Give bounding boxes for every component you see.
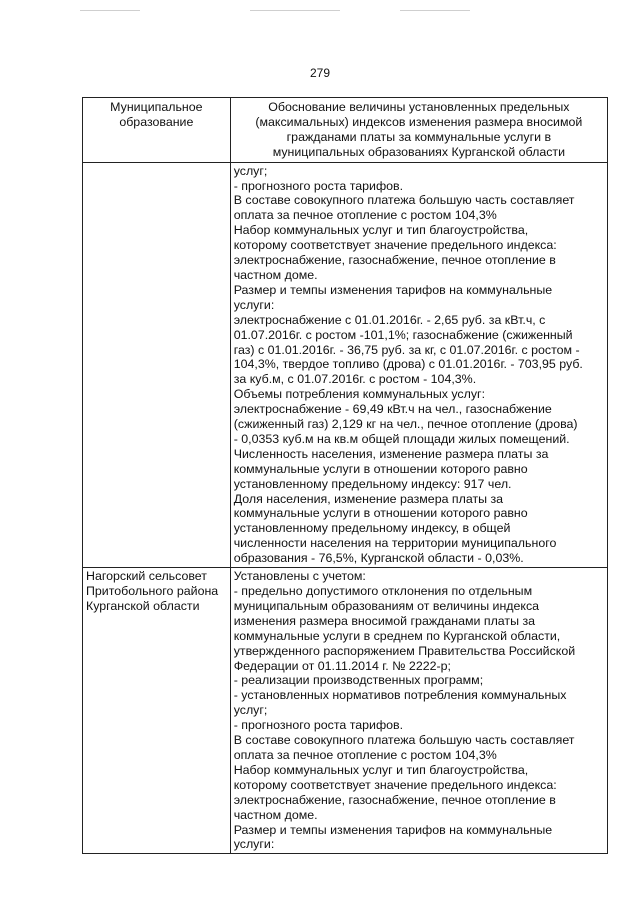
justification-text-line: Размер и темпы изменения тарифов на коммунальные — [233, 822, 553, 837]
municipality-name-line: Курганской области — [86, 598, 200, 613]
table-row — [83, 162, 608, 567]
justification-cell — [230, 162, 607, 567]
justification-text-line: услуг; — [233, 703, 268, 718]
scan-artifact-line — [250, 10, 340, 11]
justification-text-line: за куб.м, с 01.07.2016г. с ростом - 104,3%. — [233, 372, 477, 387]
justification-text-line: - установленных нормативов потребления коммунальных — [233, 688, 567, 703]
justification-text-line: В составе совокупного платежа большую часть составляет — [233, 733, 575, 748]
justification-text-line: - прогнозного роста тарифов. — [233, 718, 404, 733]
header-justification — [230, 98, 607, 163]
header-text-line: образование — [119, 114, 194, 129]
justification-text-line: Доля населения, изменение размера платы за — [233, 491, 504, 506]
justification-text-line: - реализации производственных программ; — [233, 673, 484, 688]
justification-text-line: коммунальные услуги в отношении которого равно — [233, 506, 528, 521]
justification-text-line: коммунальные услуги в отношении которого равно — [233, 461, 528, 476]
justification-text-line: муниципальным образованиям от величины индекса — [233, 598, 540, 613]
justification-text-line: утвержденного распоряжением Правительства Российской — [233, 643, 576, 658]
justification-text-line: которому соответствует значение предельного индекса: — [233, 777, 557, 792]
justification-text-line: 01.07.2016г. с ростом -101,1%; газоснабжение (сжиженный — [233, 327, 573, 342]
justification-text-line: Набор коммунальных услуг и тип благоустройства, — [233, 762, 529, 777]
justification-text-line: коммунальные услуги в среднем по Курганской области, — [233, 628, 561, 643]
justification-text-line: Численность населения, изменение размера платы за — [233, 446, 549, 461]
justification-text-line: частном доме. — [233, 267, 318, 282]
justification-text-line: Федерации от 01.11.2014 г. № 2222-р; — [233, 658, 451, 673]
scan-artifact-line — [400, 10, 470, 11]
justification-text-line: услуг; — [233, 163, 268, 178]
scan-artifact-line — [80, 10, 140, 11]
justification-text-line: газ) с 01.01.2016г. - 36,75 руб. за кг, с 01.07.2016г. с ростом - — [233, 342, 580, 357]
justification-text-line: оплата за печное отопление с ростом 104,3% — [233, 208, 497, 223]
table-header-row — [83, 98, 608, 163]
justification-text-line: 104,3%, твердое топливо (дрова) с 01.01.2016г. - 703,95 руб. — [233, 357, 583, 372]
municipal-index-table — [82, 97, 608, 854]
page-number: 279 — [309, 66, 331, 80]
header-text-line: гражданами платы за коммунальные услуги в — [286, 129, 552, 144]
justification-text-line: оплата за печное отопление с ростом 104,3% — [233, 747, 497, 762]
justification-text-line: которому соответствует значение предельного индекса: — [233, 238, 557, 253]
justification-text-line: услуги: — [233, 297, 275, 312]
table-row — [83, 568, 608, 854]
header-text-line: (максимальных) индексов изменения размера вносимой — [255, 114, 583, 129]
justification-text-line: электроснабжение, газоснабжение, печное отопление в — [233, 253, 556, 268]
municipality-cell — [83, 162, 231, 567]
municipality-name-line: Нагорский сельсовет — [86, 569, 207, 584]
justification-text-line: изменения размера вносимой гражданами платы за — [233, 613, 536, 628]
justification-text-line: Размер и темпы изменения тарифов на коммунальные — [233, 282, 553, 297]
justification-text-line: установленному предельному индексу, в общей — [233, 521, 511, 536]
justification-text-line: электроснабжение, газоснабжение, печное отопление в — [233, 792, 556, 807]
justification-text-line: численности населения на территории муниципального — [233, 536, 557, 551]
header-municipality — [83, 98, 231, 163]
header-text-line: Обоснование величины установленных предельных — [268, 100, 570, 114]
justification-text-line: электроснабжение - 69,49 кВт.ч на чел., газоснабжение — [233, 402, 552, 417]
justification-text-line: - 0,0353 куб.м на кв.м общей площади жилых помещений. — [233, 431, 570, 446]
justification-text-line: образования - 76,5%, Курганской области - 0,03%. — [233, 551, 524, 566]
header-text-line: Муниципальное — [110, 100, 203, 114]
municipality-cell — [83, 568, 231, 854]
header-text-line: муниципальных образованиях Курганской области — [272, 144, 566, 159]
justification-text-line: Набор коммунальных услуг и тип благоустройства, — [233, 223, 529, 238]
justification-text-line: установленному предельному индексу: 917 чел. — [233, 476, 512, 491]
justification-text-line: (сжиженный газ) 2,129 кг на чел., печное отопление (дрова) — [233, 417, 578, 432]
justification-text-line: В составе совокупного платежа большую часть составляет — [233, 193, 575, 208]
municipality-name-line: Притобольного района — [86, 584, 219, 598]
justification-text-line: частном доме. — [233, 807, 318, 822]
justification-text-line: Объемы потребления коммунальных услуг: — [233, 387, 486, 402]
justification-text-line: - прогнозного роста тарифов. — [233, 178, 404, 193]
justification-cell — [230, 568, 607, 854]
justification-text-line: электроснабжение с 01.01.2016г. - 2,65 руб. за кВт.ч, с — [233, 312, 546, 327]
justification-text-line: - предельно допустимого отклонения по отдельным — [233, 584, 533, 598]
justification-text-line: услуги: — [233, 837, 275, 852]
justification-text-line: Установлены с учетом: — [233, 569, 366, 584]
